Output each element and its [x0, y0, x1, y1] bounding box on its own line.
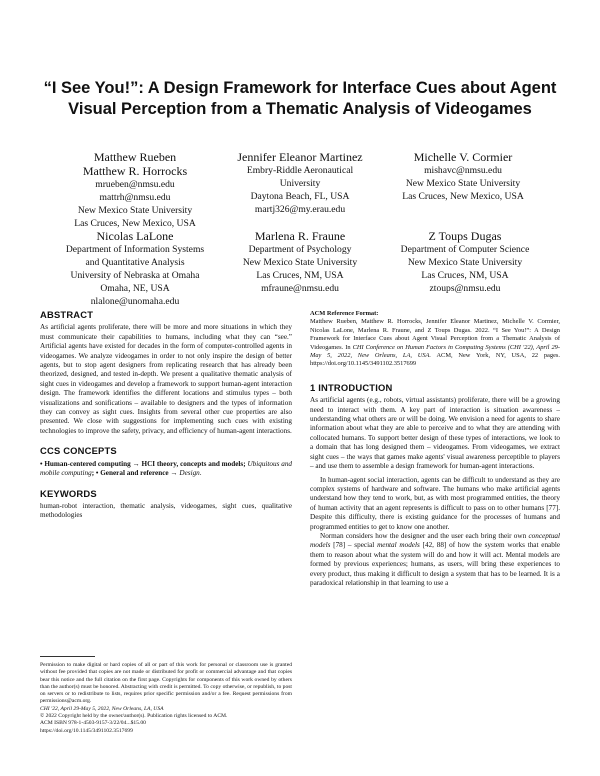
- author-affiliation: Department of Information Systems: [65, 244, 205, 255]
- reference-venue: CHI Conference on Human Factors in Computing Systems (CHI '22), April 29-May 5, 2022, New Orleans, LA, USA.: [310, 343, 560, 360]
- author-affiliation: New Mexico State University: [405, 178, 521, 189]
- author-email: mfraune@nmsu.edu: [261, 283, 339, 294]
- introduction-heading: 1 INTRODUCTION: [310, 381, 393, 393]
- author-block-martinez: [225, 150, 375, 216]
- footnote: [40, 662, 292, 735]
- author-location: Las Cruces, New Mexico, USA: [402, 191, 524, 202]
- author-location: Las Cruces, New Mexico, USA: [74, 218, 196, 229]
- author-block-lalone: [55, 229, 215, 308]
- keywords-heading: KEYWORDS: [40, 487, 97, 499]
- footnote-rule: [40, 656, 95, 657]
- acm-reference-heading: ACM Reference Format:: [310, 310, 379, 317]
- paper-title: “I See You!”: A Design Framework for Interface Cues about Agent Visual Perception from a Thematic Analysis of Videogames: [43, 79, 557, 118]
- author-location: Las Cruces, NM, USA: [256, 270, 344, 281]
- doi-line: https://doi.org/10.1145/3491102.3517699: [40, 727, 133, 734]
- author-affiliation: Department of Computer Science: [400, 244, 530, 255]
- author-name: Jennifer Eleanor Martinez: [237, 150, 363, 164]
- author-location: Omaha, NE, USA: [100, 283, 170, 294]
- intro-p3-start: Norman considers how the designer and the user each bring their own: [320, 531, 527, 540]
- author-location: Las Cruces, NM, USA: [421, 270, 509, 281]
- acm-reference: [310, 310, 560, 369]
- author-affiliation: New Mexico State University: [242, 257, 358, 268]
- ccs-italic-2: Design: [179, 469, 200, 478]
- author-email: mishavc@nmsu.edu: [424, 165, 502, 176]
- author-affiliation: University: [279, 178, 321, 189]
- author-email: martj326@my.erau.edu: [254, 204, 346, 215]
- author-name: Z Toups Dugas: [428, 229, 502, 243]
- author-affiliation: University of Nebraska at Omaha: [70, 270, 200, 281]
- author-email: mattrh@nmsu.edu: [99, 192, 171, 203]
- author-name: Matthew R. Horrocks: [82, 164, 188, 178]
- abstract-text: As artificial agents proliferate, there will be more and more situations in which they must communicate their capabilities to humans, including what they can “see.” Artificial agents have existed for decades in the form of computer-controlled agents in videogames. We analyze videogames in order to not only inspire the design of better agents, but to stop agent designers from replicating research that has already been theorized, designed, and tested in-depth. We present a qualitative thematic analysis of sight cues in videogames and develop a framework to support human-agent interaction design. The framework identifies the different locations and stimulus types – both visualizations and sonifications – available to designers and the types of information they can convey as sight cues. Insights from several other cue properties are also presented. We close with suggestions for implementing such cues with existing technologies to improve the safety, privacy, and efficiency of human-agent interactions.: [40, 323, 292, 435]
- conference-line: CHI '22, April 29-May 5, 2022, New Orleans, LA, USA: [40, 705, 164, 712]
- intro-p3-end: [42, 88] of how the system works that enable them to reason about what the system will do and how it will act. Mental models are formed by previous experiences; humans, as users, will bring these experiences to every product, thus making it difficult to design a system that has to be learned. It is a paradoxical relationship in that learning to use a: [310, 541, 561, 587]
- reference-body: Matthew Rueben, Matthew R. Horrocks, Jennifer Eleanor Martinez, Michelle V. Cormier, Nicolas LaLone, Marlena R. Fraune, and Z Toups Dugas. 2022. “I See You!”: A Design Framework for Interface Cues about Agent Visual Perception from a Thematic Analysis of Videogames. In: [310, 318, 560, 351]
- author-block-cormier: [388, 150, 538, 203]
- isbn-line: ACM ISBN 978-1-4503-9157-3/22/04...$15.00: [40, 720, 146, 727]
- author-block-rueben-horrocks: [60, 150, 210, 230]
- author-block-dugas: [385, 229, 545, 295]
- ccs-text: [40, 460, 292, 479]
- author-name: Marlena R. Fraune: [254, 229, 346, 243]
- reference-tail: ACM, New York, NY, USA, 22 pages. https://doi.org/10.1145/3491102.3517699: [310, 352, 561, 368]
- author-name: Nicolas LaLone: [96, 229, 174, 243]
- author-affiliation: New Mexico State University: [407, 257, 523, 268]
- author-email: ztoups@nmsu.edu: [429, 283, 501, 294]
- intro-paragraph-1: As artificial agents (e.g., robots, virtual assistants) proliferate, there will be a growing need to interact with them. A key part of interaction is situation awareness – understanding what others are or will be doing. We envision a need for agents to share information about what they are able to perceive and to what they are attending with collocated humans. To support better design of these types of interactions, we look to a domain that has long designed them – videogames. From videogames, we extract sight cues – the ways that games make agents' visual awareness perceptible to players – and use them to assemble a design framework for human-agent interactions.: [310, 396, 560, 471]
- intro-p3-mid: [78] – special: [333, 541, 375, 550]
- keywords-text: human-robot interaction, thematic analysis, videogames, sight cues, qualitative methodologies: [40, 501, 292, 520]
- abstract-heading: ABSTRACT: [40, 309, 94, 320]
- intro-p3-term-1: conceptual models: [310, 531, 561, 550]
- ccs-bullet-1: • Human-centered computing → HCI theory, concepts and models;: [40, 459, 246, 468]
- acm-reference-text: [310, 318, 560, 368]
- right-column: [310, 310, 560, 588]
- intro-p3-term-2: mental models: [377, 541, 420, 550]
- intro-paragraph-3: [310, 532, 560, 588]
- author-affiliation: New Mexico State University: [77, 205, 193, 216]
- author-affiliation: Embry-Riddle Aeronautical: [246, 165, 354, 176]
- intro-paragraph-2: In human-agent social interaction, agents can be difficult to understand as they are complex systems of hardware and software. The humans who make artificial agents understand how they tend to work, but, as with most programmed entities, the theory of human activity that an agent represents is difficult to pass on to other humans [77]. Despite this difficulty, there is existing guidance for the processes of humans and programmed entities to get to know one another.: [310, 475, 560, 531]
- author-location: Daytona Beach, FL, USA: [250, 191, 350, 202]
- ccs-italic-1: Ubiquitous and mobile computing: [40, 459, 293, 478]
- author-affiliation: and Quantitative Analysis: [85, 257, 185, 268]
- permission-notice: Permission to make digital or hard copies of all or part of this work for personal or classroom use is granted without fee provided that copies are not made or distributed for profit or commercial advantage and that copies bear this notice and the full citation on the first page. Copyrights for components of this work owned by others than the author(s) must be honored. Abstracting with credit is permitted. To copy otherwise, or republish, to post on servers or to redistribute to lists, requires prior specific permission and/or a fee. Request permissions from permissions@acm.org.: [40, 662, 292, 705]
- ccs-heading: CCS CONCEPTS: [40, 445, 117, 457]
- author-name: Michelle V. Cormier: [413, 150, 513, 164]
- ccs-bullet-2: ; • General and reference →: [91, 469, 178, 478]
- author-name: Matthew Rueben: [93, 150, 177, 164]
- ccs-end: .: [199, 469, 202, 478]
- author-block-fraune: [225, 229, 375, 295]
- author-email: mrueben@nmsu.edu: [95, 179, 175, 190]
- copyright-line: © 2022 Copyright held by the owner/author(s). Publication rights licensed to ACM.: [40, 713, 228, 720]
- author-affiliation: Department of Psychology: [248, 244, 352, 255]
- left-column: [40, 310, 292, 521]
- author-email: nlalone@unomaha.edu: [90, 296, 180, 307]
